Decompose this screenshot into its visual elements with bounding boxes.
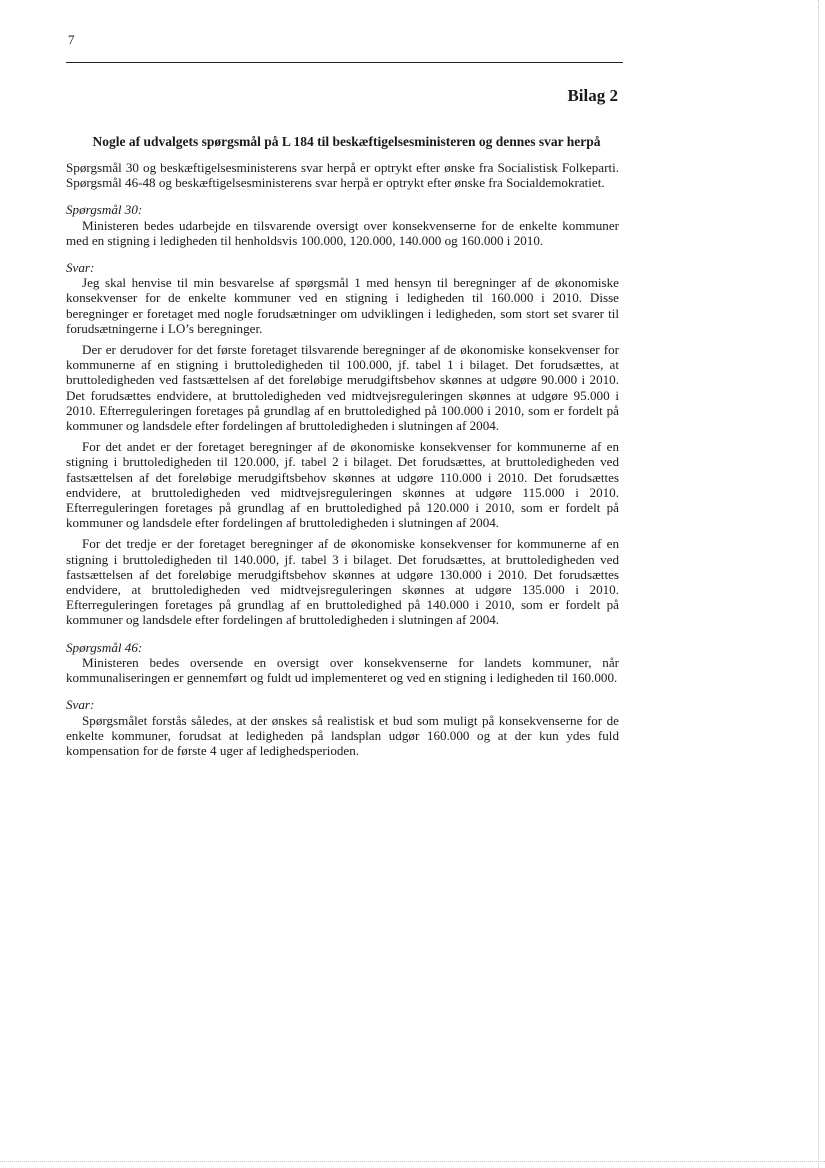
question-30 [66, 202, 619, 248]
question-label: Spørgsmål 46: [66, 639, 143, 655]
intro-paragraph: Spørgsmål 30 og beskæftigelsesministerens svar herpå er optrykt efter ønske fra Socialistisk Folkeparti. Spørgsmål 46-48 og beskæftigelsesministerens svar herpå er optrykt efter ønske fra Socialdemokratiet. [66, 160, 619, 191]
answer-46 [66, 697, 619, 758]
page-number: 7 [68, 32, 75, 47]
answer-label: Svar: [66, 260, 95, 276]
answer-30 [66, 260, 619, 628]
answer-paragraph: For det andet er der foretaget beregninger af de økonomiske konsekvenser for kommunerne af en stigning i bruttoledigheden til 120.000, jf. tabel 2 i bilaget. Det forudsættes, at bruttoledigheden ved fastsættelsen af det foreløbige merudgiftsbehov skønnes at udgøre 110.000 i 2010. Det forudsættes endvidere, at bruttoledigheden ved midtvejsreguleringen skønnes at udgøre 115.000 i 2010. Efterreguleringen foretages på grundlag af en bruttoledighed på 120.000 i 2010, som er fordelt på kommuner og landsdele efter fordelingen af bruttoledigheden i slutningen af 2004. [66, 439, 619, 531]
scan-edge-right [818, 0, 819, 1168]
answer-label: Svar: [66, 697, 95, 713]
question-label: Spørgsmål 30: [66, 202, 143, 218]
document-title: Nogle af udvalgets spørgsmål på L 184 til beskæftigelsesministeren og dennes svar herpå [92, 134, 601, 149]
header-rule [66, 62, 623, 63]
scan-edge-bottom [0, 1161, 825, 1162]
question-46 [66, 640, 619, 686]
answer-paragraph: Der er derudover for det første foretaget tilsvarende beregninger af de økonomiske konsekvenser for kommunerne af en stigning i bruttoledigheden til 100.000, jf. tabel 1 i bilaget. Det forudsættes, at bruttoledigheden ved fastsættelsen af det foreløbige merudgiftsbehov skønnes at udgøre 90.000 i 2010. Det forudsættes endvidere, at bruttoledigheden ved midtvejsreguleringen skønnes at udgøre 95.000 i 2010. Efterreguleringen foretages på grundlag af en bruttoledighed på 100.000 i 2010, som er fordelt på kommuner og landsdele efter fordelingen af bruttoledigheden i slutningen af 2004. [66, 342, 619, 434]
question-text: Ministeren bedes udarbejde en tilsvarende oversigt over konsekvenserne for de enkelte kommuner med en stigning i ledigheden til henholdsvis 100.000, 120.000, 140.000 og 160.000 i 2010. [66, 217, 619, 248]
answer-paragraph: Jeg skal henvise til min besvarelse af spørgsmål 1 med hensyn til beregninger af de økonomiske konsekvenser for de enkelte kommuner ved en stigning i ledigheden til 160.000 i 2010. Disse beregninger er foretaget med nogle forudsætninger om udviklingen i ledigheden, som stort set svarer til forudsætningerne i LO’s beregninger. [66, 275, 619, 336]
question-text: Ministeren bedes oversende en oversigt over konsekvenserne for landets kommuner, når kommunaliseringen er gennemført og fuldt ud implementeret og ved en stigning i ledigheden til 160.000. [66, 654, 619, 686]
document-body [66, 160, 619, 770]
answer-paragraph: Spørgsmålet forstås således, at der ønskes så realistisk et bud som muligt på konsekvenserne for de enkelte kommuner, forudsat at ledigheden på landsplan udgør 160.000 og at der kun ydes fuld kompensation for de første 4 uger af ledighedsperioden. [66, 712, 619, 758]
answer-paragraph: For det tredje er der foretaget beregninger af de økonomiske konsekvenser for kommunerne af en stigning i bruttoledigheden til 140.000, jf. tabel 3 i bilaget. Det forudsættes, at bruttoledigheden ved fastsættelsen af det foreløbige merudgiftsbehov skønnes at udgøre 130.000 i 2010. Det forudsættes endvidere, at bruttoledigheden ved midtvejsreguleringen skønnes at udgøre 135.000 i 2010. Efterreguleringen foretages på grundlag af en bruttoledighed på 140.000 i 2010, som er fordelt på kommuner og landsdele efter fordelingen af bruttoledigheden i slutningen af 2004. [66, 536, 619, 628]
appendix-label: Bilag 2 [567, 86, 618, 105]
